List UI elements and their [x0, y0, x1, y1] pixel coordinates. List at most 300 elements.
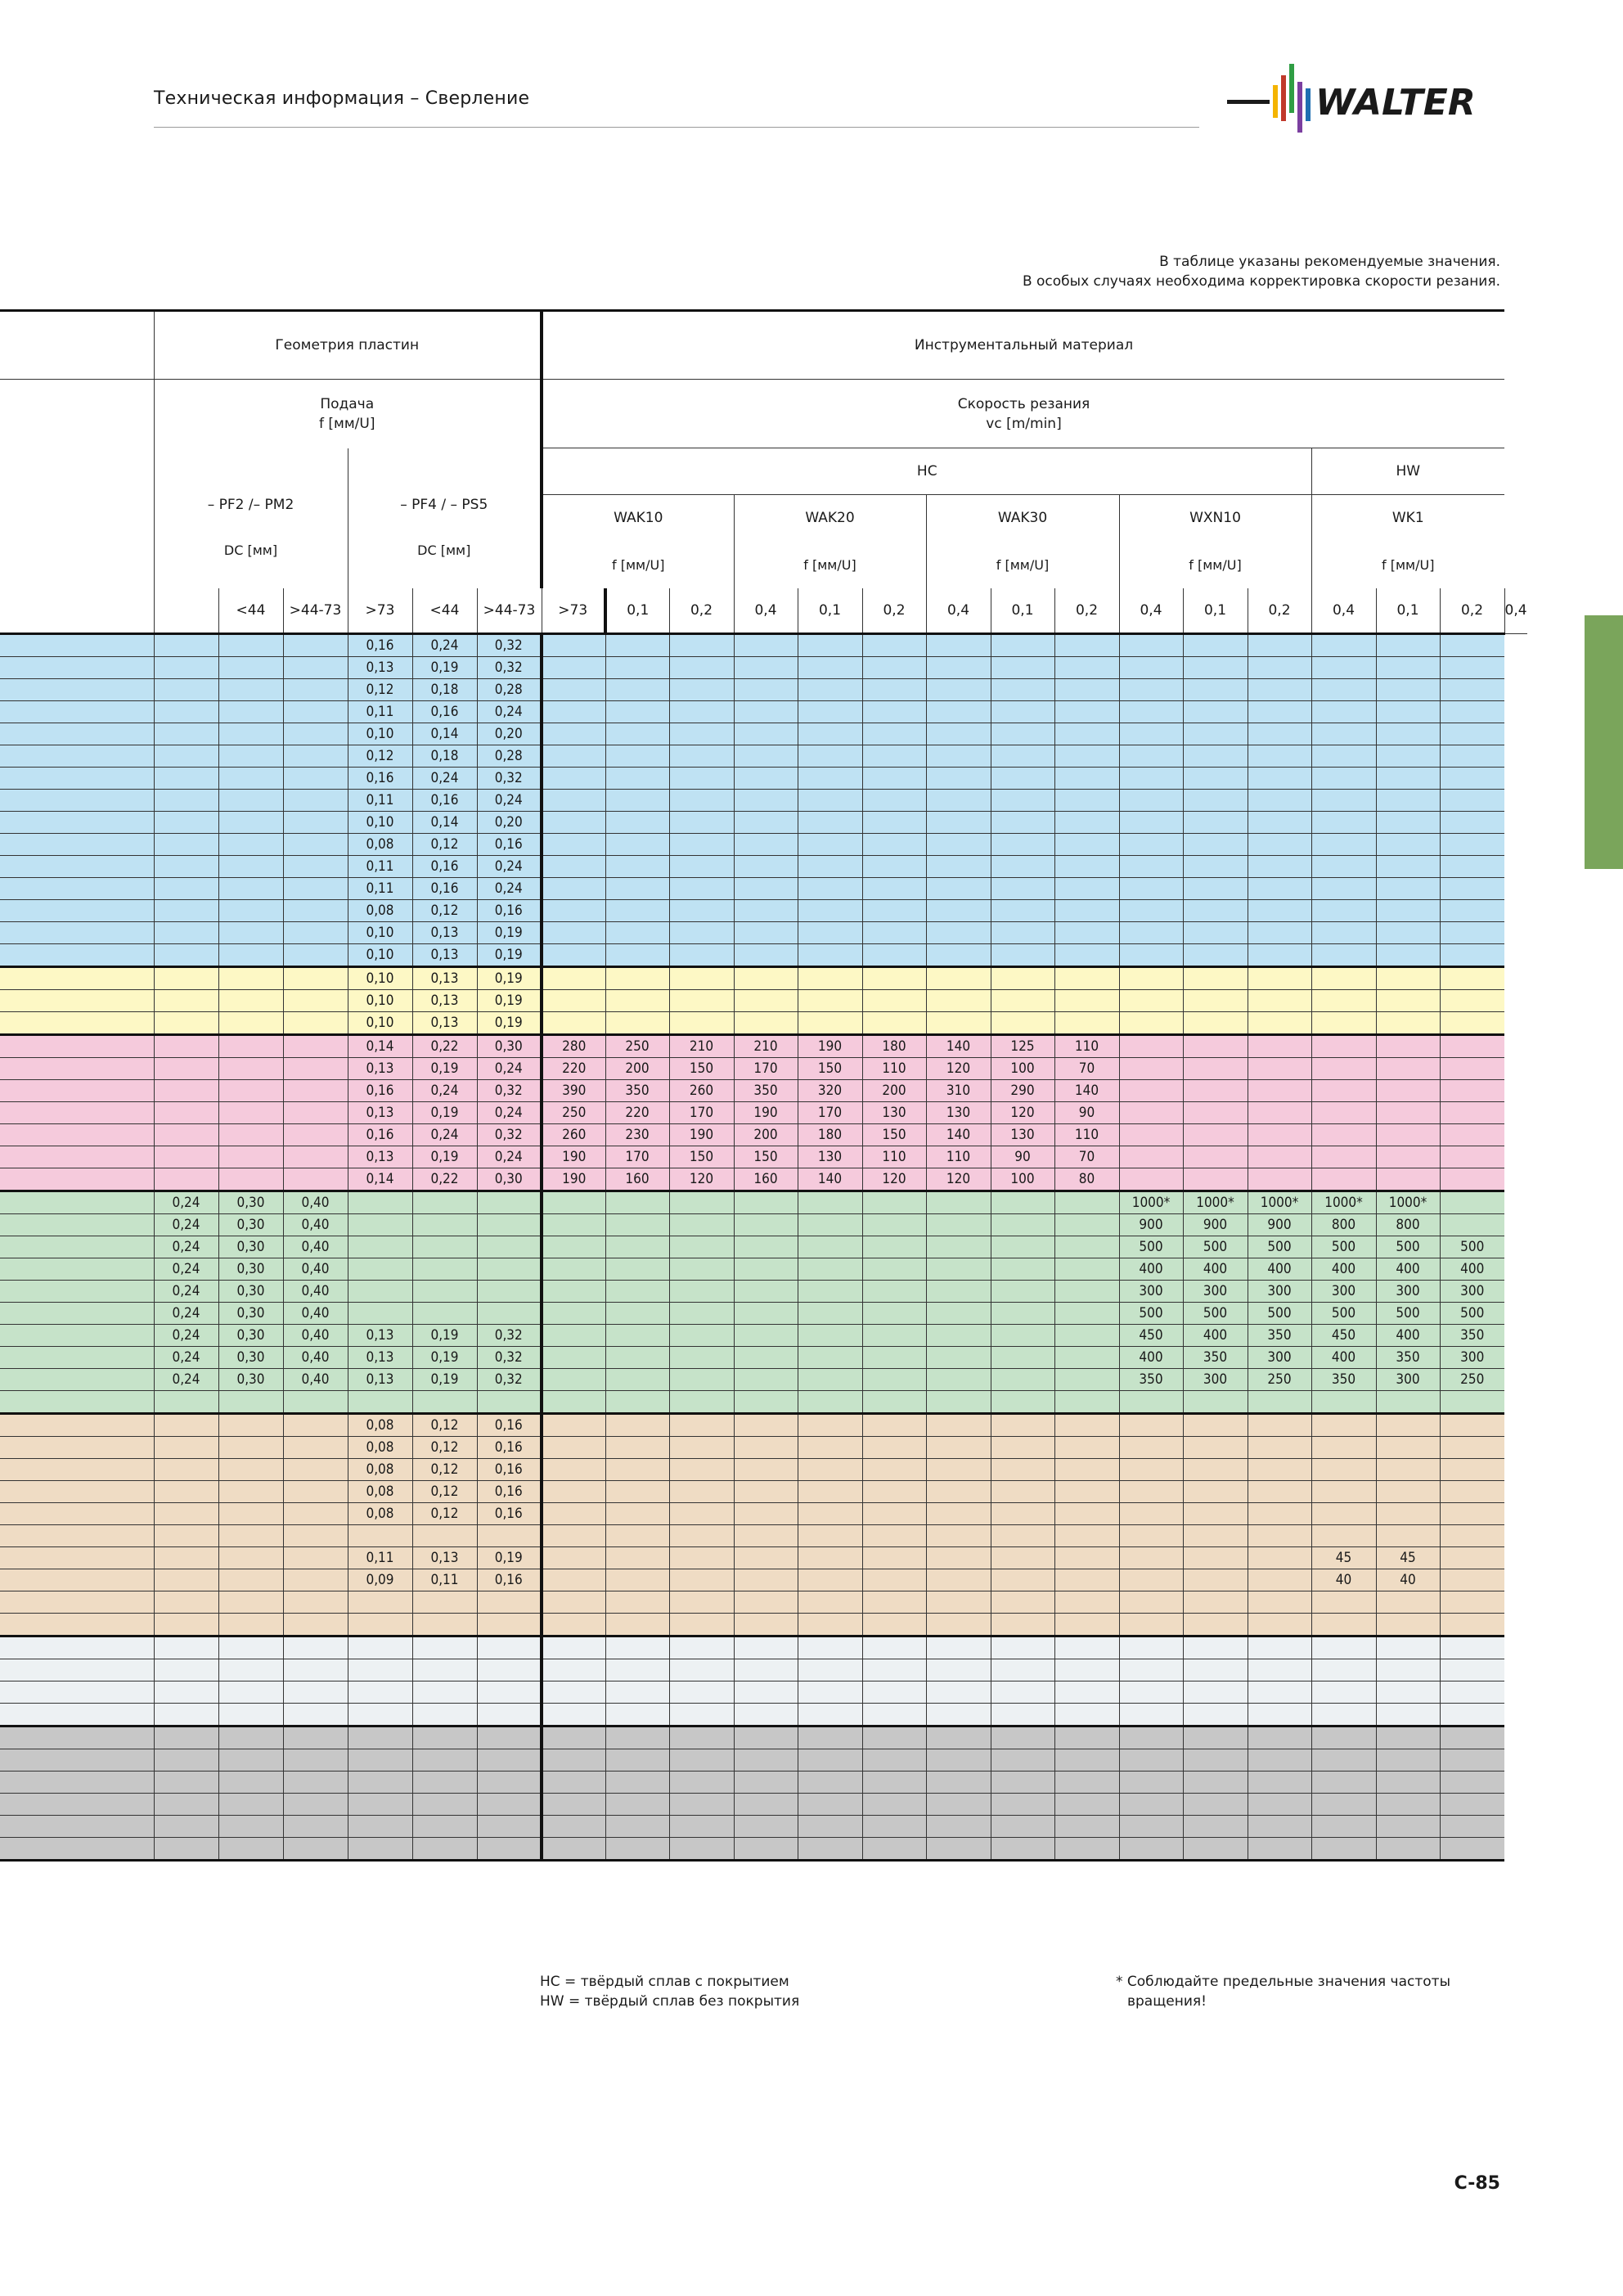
table-cell: 170 [734, 1058, 798, 1080]
table-row [0, 1391, 1527, 1414]
table-cell [798, 1525, 862, 1547]
table-cell [218, 1614, 283, 1636]
table-cell [926, 878, 991, 900]
table-cell [798, 1369, 862, 1391]
table-cell [412, 1727, 477, 1749]
table-cell: 200 [605, 1058, 669, 1080]
table-cell [1248, 1124, 1311, 1146]
table-cell [1183, 634, 1248, 657]
table-cell [1311, 967, 1376, 990]
table-cell [283, 1459, 348, 1481]
table-cell: 110 [862, 1058, 926, 1080]
table-cell [283, 900, 348, 922]
table-cell [1119, 812, 1183, 834]
table-cell [926, 1838, 991, 1861]
table-cell [218, 1503, 283, 1525]
table-cell [669, 990, 734, 1012]
table-cell [991, 634, 1054, 657]
table-cell [1311, 790, 1376, 812]
table-cell [798, 1281, 862, 1303]
table-cell [283, 1035, 348, 1058]
table-cell [1440, 1012, 1504, 1035]
table-cell: 0,24 [154, 1214, 218, 1236]
table-cell [1119, 679, 1183, 701]
table-cell [1376, 790, 1440, 812]
table-cell [542, 900, 605, 922]
table-cell [798, 657, 862, 679]
table-cell [605, 900, 669, 922]
table-cell [1119, 922, 1183, 944]
table-cell [542, 1347, 605, 1369]
table-row [0, 790, 1527, 812]
table-cell [542, 1325, 605, 1347]
blank-subheader [154, 588, 218, 634]
table-cell: 0,30 [218, 1325, 283, 1347]
table-cell [1440, 701, 1504, 723]
table-cell [605, 1772, 669, 1794]
table-cell: 0,19 [412, 1325, 477, 1347]
table-row [0, 834, 1527, 856]
table-cell [283, 1391, 348, 1414]
table-cell [734, 1838, 798, 1861]
column-subheader: 0,1 [991, 588, 1054, 634]
table-cell [605, 701, 669, 723]
table-cell [926, 1749, 991, 1772]
table-cell [542, 1191, 605, 1214]
table-cell: 400 [1119, 1347, 1183, 1369]
table-cell [1440, 1614, 1504, 1636]
table-cell [154, 1636, 218, 1659]
page-number: C-85 [1454, 2173, 1500, 2194]
material-cell [0, 1636, 154, 1659]
material-cell [0, 1481, 154, 1503]
table-cell [798, 1838, 862, 1861]
table-cell [734, 1503, 798, 1525]
table-row [0, 1124, 1527, 1146]
table-cell: 300 [1248, 1347, 1311, 1369]
table-cell [669, 1236, 734, 1258]
table-cell [542, 701, 605, 723]
table-cell [1248, 1102, 1311, 1124]
table-row [0, 1414, 1527, 1437]
table-cell [1183, 657, 1248, 679]
geom-pf2-block [154, 448, 348, 588]
table-row [0, 701, 1527, 723]
table-cell [218, 1816, 283, 1838]
table-cell [734, 922, 798, 944]
table-cell: 0,16 [477, 900, 542, 922]
table-cell [477, 1749, 542, 1772]
table-cell [1054, 1525, 1119, 1547]
table-cell [1119, 1391, 1183, 1414]
table-cell [218, 1437, 283, 1459]
table-cell [1183, 1547, 1248, 1569]
table-cell [542, 1303, 605, 1325]
table-cell [1054, 944, 1119, 967]
table-cell [283, 1414, 348, 1437]
table-cell: 0,32 [477, 634, 542, 657]
table-cell [605, 790, 669, 812]
table-cell [991, 1325, 1054, 1347]
table-cell [669, 1838, 734, 1861]
table-cell [283, 768, 348, 790]
material-cell [0, 1214, 154, 1236]
material-cell [0, 1614, 154, 1636]
table-cell [926, 1191, 991, 1214]
table-cell [734, 944, 798, 967]
table-cell [862, 1281, 926, 1303]
table-cell [862, 1414, 926, 1437]
table-row [0, 878, 1527, 900]
table-cell: 0,16 [477, 1569, 542, 1591]
page-header-title: Техническая информация – Сверление [154, 88, 530, 109]
table-cell: 0,24 [477, 1058, 542, 1080]
table-cell [1440, 1659, 1504, 1681]
table-cell [734, 1525, 798, 1547]
table-cell [1248, 679, 1311, 701]
table-cell [1054, 701, 1119, 723]
table-cell [1311, 1614, 1376, 1636]
table-cell [283, 1547, 348, 1569]
table-cell [1183, 1146, 1248, 1168]
table-cell [1119, 745, 1183, 768]
table-cell: 190 [734, 1102, 798, 1124]
table-cell: 0,11 [348, 1547, 412, 1569]
table-cell [218, 1080, 283, 1102]
table-row [0, 1547, 1527, 1569]
table-cell [218, 1012, 283, 1035]
table-cell [798, 812, 862, 834]
table-cell [862, 1681, 926, 1704]
table-cell [862, 1459, 926, 1481]
table-cell [991, 900, 1054, 922]
table-cell [1119, 768, 1183, 790]
table-cell [926, 745, 991, 768]
table-cell: 300 [1119, 1281, 1183, 1303]
table-cell: 400 [1376, 1258, 1440, 1281]
table-cell [1311, 1035, 1376, 1058]
table-cell: 190 [542, 1168, 605, 1191]
table-cell [412, 1704, 477, 1727]
material-cell [0, 1727, 154, 1749]
table-cell [991, 812, 1054, 834]
table-cell [1376, 1124, 1440, 1146]
table-cell [154, 768, 218, 790]
table-cell [1119, 1681, 1183, 1704]
table-cell: 90 [991, 1146, 1054, 1168]
table-cell [154, 1391, 218, 1414]
table-cell [542, 1772, 605, 1794]
table-cell [991, 1569, 1054, 1591]
table-cell [1054, 856, 1119, 878]
table-row [0, 1681, 1527, 1704]
table-cell: 0,24 [412, 634, 477, 657]
table-cell [1311, 1146, 1376, 1168]
table-cell [926, 944, 991, 967]
table-cell [1440, 812, 1504, 834]
table-cell [1248, 1772, 1311, 1794]
table-cell [798, 1236, 862, 1258]
table-cell [218, 1838, 283, 1861]
table-cell [1440, 1214, 1504, 1236]
table-cell [1376, 1659, 1440, 1681]
table-cell [348, 1303, 412, 1325]
table-cell [1376, 856, 1440, 878]
table-row [0, 745, 1527, 768]
table-cell [283, 1794, 348, 1816]
table-cell [1054, 1636, 1119, 1659]
table-cell [218, 768, 283, 790]
table-cell [542, 1525, 605, 1547]
table-cell [1183, 856, 1248, 878]
table-cell [283, 1591, 348, 1614]
table-cell [283, 634, 348, 657]
table-cell [412, 1525, 477, 1547]
material-cell [0, 1591, 154, 1614]
table-cell [154, 1102, 218, 1124]
table-cell: 0,32 [477, 1124, 542, 1146]
table-cell [154, 1414, 218, 1437]
table-cell: 0,11 [348, 878, 412, 900]
table-cell [477, 1191, 542, 1214]
table-cell: 0,28 [477, 745, 542, 768]
table-cell [1054, 812, 1119, 834]
table-cell [1054, 1191, 1119, 1214]
table-cell: 350 [605, 1080, 669, 1102]
table-cell: 0,20 [477, 812, 542, 834]
table-cell [1183, 1058, 1248, 1080]
table-cell [798, 1704, 862, 1727]
material-cell [0, 1012, 154, 1035]
table-cell [605, 878, 669, 900]
table-cell [1440, 1636, 1504, 1659]
table-cell: 0,24 [412, 1124, 477, 1146]
material-cell [0, 1236, 154, 1258]
table-row [0, 1704, 1527, 1727]
table-cell [542, 1749, 605, 1772]
table-cell [734, 701, 798, 723]
material-cell [0, 1794, 154, 1816]
table-cell [1376, 634, 1440, 657]
material-cell [0, 878, 154, 900]
table-cell: 0,19 [412, 1102, 477, 1124]
table-cell [1119, 1591, 1183, 1614]
table-cell [1440, 1080, 1504, 1102]
material-cell [0, 944, 154, 967]
table-cell [283, 1124, 348, 1146]
material-cell [0, 1124, 154, 1146]
table-cell: 310 [926, 1080, 991, 1102]
table-cell [669, 679, 734, 701]
table-cell [1054, 1459, 1119, 1481]
table-cell [1183, 1704, 1248, 1727]
table-cell [1376, 1591, 1440, 1614]
blank-header-2 [0, 380, 154, 634]
table-cell [154, 1569, 218, 1591]
table-cell [1183, 1591, 1248, 1614]
table-cell [669, 1414, 734, 1437]
table-row [0, 1236, 1527, 1258]
table-cell: 0,16 [477, 1503, 542, 1525]
table-cell [154, 1168, 218, 1191]
material-cell [0, 1838, 154, 1861]
table-row [0, 1325, 1527, 1347]
table-cell [1183, 1080, 1248, 1102]
table-cell [926, 1236, 991, 1258]
table-cell [926, 1281, 991, 1303]
table-cell: 350 [734, 1080, 798, 1102]
table-cell [218, 1459, 283, 1481]
table-cell [991, 1659, 1054, 1681]
table-cell: 0,19 [477, 990, 542, 1012]
table-cell: 900 [1119, 1214, 1183, 1236]
blank-header [0, 311, 154, 380]
table-cell [542, 967, 605, 990]
table-cell: 0,10 [348, 990, 412, 1012]
table-cell: 140 [798, 1168, 862, 1191]
table-cell [991, 967, 1054, 990]
table-cell [154, 1816, 218, 1838]
table-cell [798, 944, 862, 967]
table-cell [542, 1636, 605, 1659]
table-cell [542, 1391, 605, 1414]
cutting-speed-header [542, 380, 1504, 448]
table-cell [1119, 1080, 1183, 1102]
table-cell [605, 1437, 669, 1459]
f-unit-wxn10: f [мм/U] [1119, 542, 1311, 588]
hc-header: HC [542, 448, 1311, 495]
table-cell [926, 856, 991, 878]
table-cell [283, 1772, 348, 1794]
table-cell [734, 990, 798, 1012]
material-cell [0, 1525, 154, 1547]
geometry-header: Геометрия пластин [154, 311, 542, 380]
table-cell [1054, 1391, 1119, 1414]
table-cell [1248, 634, 1311, 657]
table-cell [669, 1503, 734, 1525]
table-cell [348, 1772, 412, 1794]
table-cell [542, 1012, 605, 1035]
table-cell [926, 1414, 991, 1437]
table-cell [605, 1838, 669, 1861]
table-cell [1119, 1794, 1183, 1816]
table-cell [1311, 1749, 1376, 1772]
table-cell [798, 1437, 862, 1459]
table-cell: 0,09 [348, 1569, 412, 1591]
table-cell: 0,24 [154, 1303, 218, 1325]
table-cell [283, 657, 348, 679]
material-cell [0, 1191, 154, 1214]
table-cell [154, 900, 218, 922]
geom-pf4-dc: DC [мм] [417, 542, 471, 558]
table-row [0, 1437, 1527, 1459]
table-cell [1376, 1080, 1440, 1102]
table-cell [154, 1681, 218, 1704]
table-cell [1119, 1727, 1183, 1749]
table-cell [218, 657, 283, 679]
table-cell [1054, 1369, 1119, 1391]
table-cell [1376, 967, 1440, 990]
material-cell [0, 1659, 154, 1681]
table-cell: 0,12 [348, 679, 412, 701]
table-cell [734, 1569, 798, 1591]
table-cell [862, 1437, 926, 1459]
table-cell [669, 1191, 734, 1214]
table-cell [1119, 790, 1183, 812]
table-cell: 0,13 [412, 944, 477, 967]
table-cell [798, 1794, 862, 1816]
table-cell: 0,12 [412, 834, 477, 856]
table-cell [348, 1258, 412, 1281]
table-cell [1183, 967, 1248, 990]
table-cell [1054, 657, 1119, 679]
table-row [0, 1816, 1527, 1838]
table-cell [669, 812, 734, 834]
table-row [0, 1191, 1527, 1214]
cutting-data-table [0, 309, 1527, 1862]
table-cell [991, 878, 1054, 900]
table-cell: 0,12 [412, 900, 477, 922]
table-cell [218, 634, 283, 657]
table-cell [1248, 1794, 1311, 1816]
table-cell: 250 [1440, 1369, 1504, 1391]
table-cell [1248, 1681, 1311, 1704]
table-row [0, 1369, 1527, 1391]
column-subheader: >73 [348, 588, 412, 634]
table-cell [283, 1749, 348, 1772]
table-cell [669, 1325, 734, 1347]
table-row [0, 1080, 1527, 1102]
table-cell [1440, 1569, 1504, 1591]
table-cell: 400 [1440, 1258, 1504, 1281]
table-cell [798, 1347, 862, 1369]
table-cell [1311, 1437, 1376, 1459]
table-cell [991, 745, 1054, 768]
table-cell [669, 1258, 734, 1281]
table-cell [1376, 1681, 1440, 1704]
table-cell [542, 990, 605, 1012]
table-cell [1440, 768, 1504, 790]
table-cell [154, 922, 218, 944]
table-cell [734, 1214, 798, 1236]
table-cell [798, 1012, 862, 1035]
table-cell [605, 1816, 669, 1838]
table-cell [1376, 1636, 1440, 1659]
table-cell [926, 1591, 991, 1614]
table-cell [991, 1191, 1054, 1214]
table-row [0, 967, 1527, 990]
table-cell [926, 1369, 991, 1391]
table-cell [605, 1281, 669, 1303]
table-cell [605, 723, 669, 745]
table-cell [862, 1303, 926, 1325]
table-cell [1183, 1168, 1248, 1191]
table-cell [1311, 1503, 1376, 1525]
table-cell: 1000* [1248, 1191, 1311, 1214]
table-cell [1440, 1391, 1504, 1414]
walter-logo [1227, 61, 1502, 136]
table-cell: 120 [926, 1058, 991, 1080]
table-cell: 350 [1248, 1325, 1311, 1347]
table-cell: 1000* [1376, 1191, 1440, 1214]
table-cell [991, 1503, 1054, 1525]
table-cell: 0,22 [412, 1035, 477, 1058]
table-cell [798, 1614, 862, 1636]
table-cell: 0,13 [412, 967, 477, 990]
table-cell: 250 [1248, 1369, 1311, 1391]
table-cell [605, 1591, 669, 1614]
table-cell [605, 812, 669, 834]
